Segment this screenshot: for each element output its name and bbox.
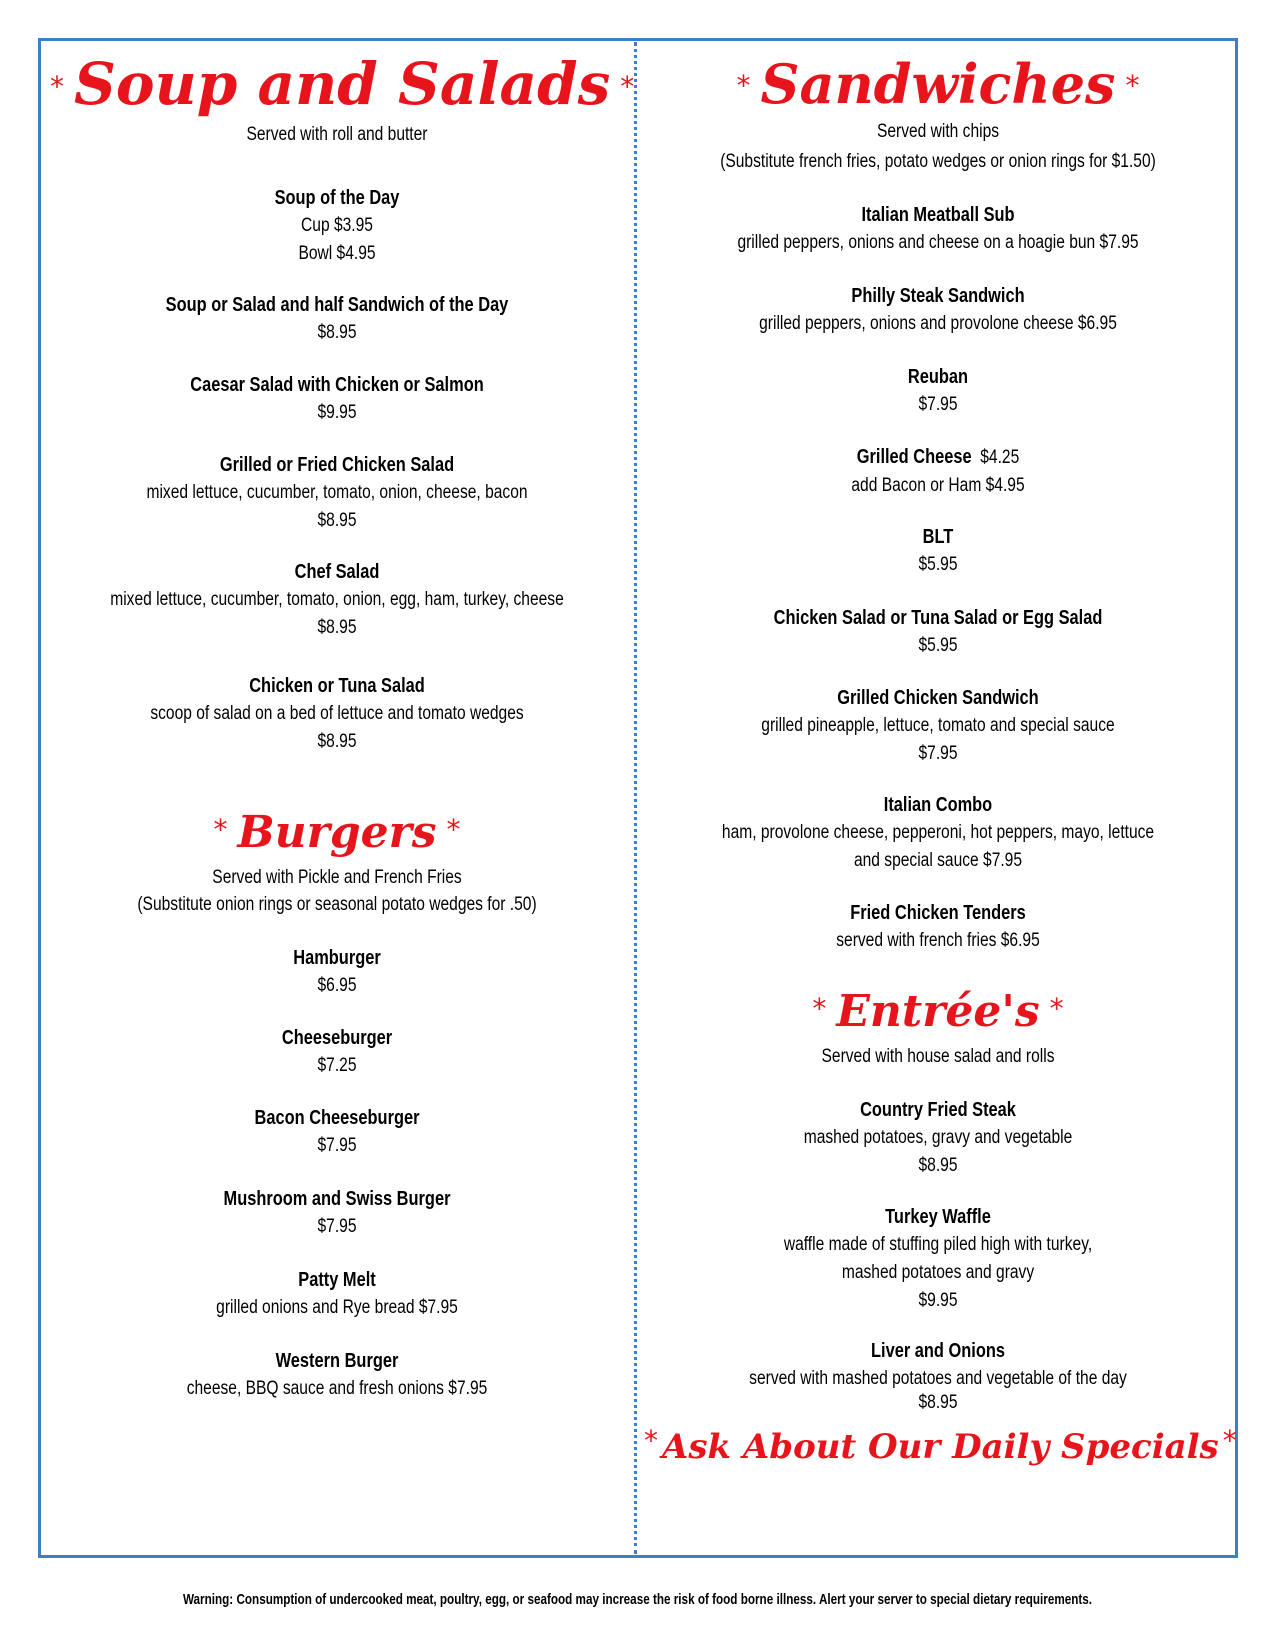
menu-item: Hamburger $6.95 [293,947,381,996]
menu-item: Western Burger cheese, BBQ sauce and fresh onions $7.95 [186,1350,488,1399]
menu-item: Liver and Onions served with mashed potatoes and vegetable of the day $8.95 [749,1340,1127,1413]
section-subtitle-note: (Substitute onion rings or seasonal potato wedges for .50) [137,894,537,915]
menu-item: Italian Combo ham, provolone cheese, pepperoni, hot peppers, mayo, lettuce and special sauce $7.95 [721,794,1155,871]
menu-item: Chef Salad mixed lettuce, cucumber, tomato, onion, egg, ham, turkey, cheese $8.95 [110,561,564,638]
menu-item: Soup or Salad and half Sandwich of the Day $8.95 [165,294,509,343]
column-divider [634,42,637,1554]
daily-specials-banner: * Ask About Our Daily Specials * [644,1424,1237,1467]
section-subtitle-note: (Substitute french fries, potato wedges or onion rings for $1.50) [720,151,1156,172]
section-subtitle: Served with Pickle and French Fries [212,867,462,888]
menu-item: Philly Steak Sandwich grilled peppers, onions and provolone cheese $6.95 [759,285,1117,334]
section-title-sandwiches: * Sandwiches * [736,52,1140,116]
menu-item: Chicken Salad or Tuna Salad or Egg Salad $5.95 [773,607,1103,656]
menu-item: Grilled or Fried Chicken Salad mixed lettuce, cucumber, tomato, onion, cheese, bacon $8.95 [146,454,528,531]
menu-item: Caesar Salad with Chicken or Salmon $9.95 [190,374,484,423]
menu-item: Grilled Chicken Sandwich grilled pineapple, lettuce, tomato and special sauce $7.95 [761,687,1115,764]
menu-item: Patty Melt grilled onions and Rye bread $7.95 [216,1269,458,1318]
menu-item: Cheeseburger $7.25 [281,1027,393,1076]
section-subtitle: Served with house salad and rolls [821,1046,1055,1067]
menu-item: Soup of the Day Cup $3.95 Bowl $4.95 [274,187,400,264]
food-safety-warning: Warning: Consumption of undercooked meat, poultry, egg, or seafood may increase the risk of food borne illness. Alert your server to special dietary requirements. [182,1591,1093,1608]
menu-item: Mushroom and Swiss Burger $7.95 [223,1188,451,1237]
section-title-soup-salads: * Soup and Salads * [50,50,635,118]
menu-item: Italian Meatball Sub grilled peppers, onions and cheese on a hoagie bun $7.95 [737,204,1139,253]
menu-item: Fried Chicken Tenders served with french fries $6.95 [836,902,1040,951]
section-title-burgers: * Burgers * [213,807,461,858]
menu-item: Bacon Cheeseburger $7.95 [254,1107,420,1156]
menu-item: Grilled Cheese $4.25 add Bacon or Ham $4.95 [851,446,1025,496]
section-subtitle: Served with roll and butter [246,124,428,145]
menu-item: Country Fried Steak mashed potatoes, gravy and vegetable $8.95 [803,1099,1073,1176]
menu-item: BLT $5.95 [918,526,958,575]
section-title-entrees: * Entrée's * [812,986,1064,1037]
section-subtitle: Served with chips [876,121,1000,142]
menu-item: Chicken or Tuna Salad scoop of salad on a bed of lettuce and tomato wedges $8.95 [150,675,524,752]
menu-item: Reuban $7.95 [907,366,969,415]
menu-item: Turkey Waffle waffle made of stuffing piled high with turkey, mashed potatoes and gravy $9.95 [783,1206,1093,1311]
